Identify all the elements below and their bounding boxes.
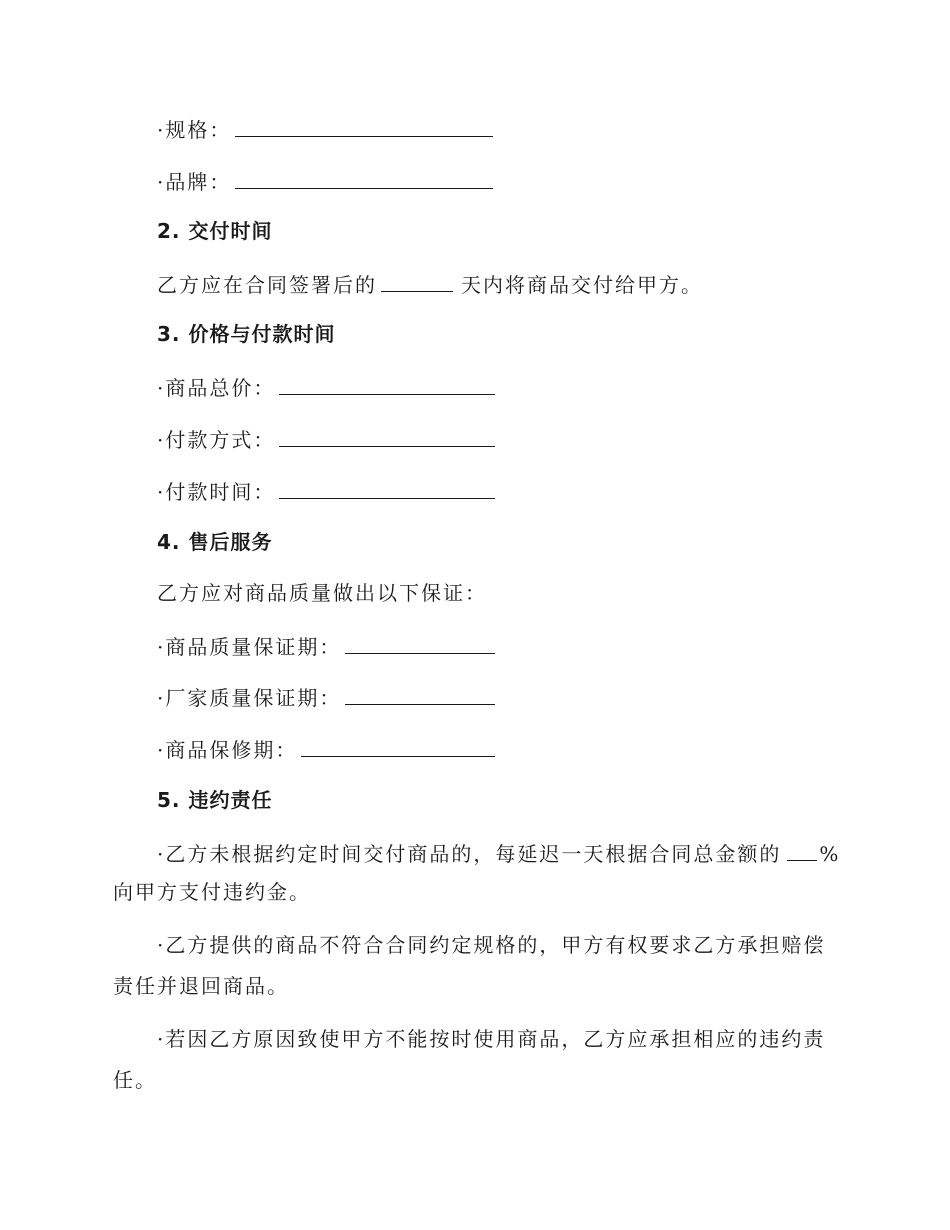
- liability-item2-line1: ·乙方提供的商品不符合合同约定规格的，甲方有权要求乙方承担赔偿: [157, 933, 826, 957]
- delivery-text-after: 天内将商品交付给甲方。: [461, 273, 703, 297]
- liability-item3-line1: ·若因乙方原因致使甲方不能按时使用商品，乙方应承担相应的违约责: [157, 1027, 826, 1051]
- warranty-period-blank: [301, 734, 495, 757]
- delivery-days-blank: [381, 269, 453, 292]
- liability-item1-text: ·乙方未根据约定时间交付商品的，每延迟一天根据合同总金额的: [157, 842, 782, 866]
- liability-item1-line1: [157, 838, 840, 868]
- liability-heading: 5. 违约责任: [157, 788, 273, 812]
- penalty-rate-blank: [787, 838, 817, 861]
- payment-time-label: ·付款时间：: [157, 480, 276, 504]
- brand-blank: [235, 166, 493, 189]
- after-sales-intro: 乙方应对商品质量做出以下保证：: [157, 581, 487, 605]
- brand-field: [157, 166, 493, 196]
- brand-label: ·品牌：: [157, 170, 232, 194]
- liability-item1-line2: 向甲方支付违约金。: [113, 880, 311, 904]
- after-sales-heading: 4. 售后服务: [157, 530, 273, 554]
- payment-method-blank: [279, 424, 495, 447]
- manufacturer-period-label: ·厂家质量保证期：: [157, 686, 342, 710]
- spec-field: [157, 114, 493, 144]
- percent-sign: %: [819, 842, 841, 866]
- payment-time-field: [157, 476, 495, 506]
- total-price-field: [157, 372, 495, 402]
- price-heading: 3. 价格与付款时间: [157, 322, 336, 346]
- payment-method-field: [157, 424, 495, 454]
- manufacturer-period-blank: [345, 682, 495, 705]
- delivery-heading: 2. 交付时间: [157, 219, 273, 243]
- delivery-text: [157, 269, 703, 299]
- warranty-period-field: [157, 734, 495, 764]
- manufacturer-period-field: [157, 682, 495, 712]
- quality-period-field: [157, 631, 495, 661]
- total-price-blank: [279, 372, 495, 395]
- spec-blank: [235, 114, 493, 137]
- quality-period-blank: [345, 631, 495, 654]
- liability-item3-line2: 任。: [113, 1068, 157, 1092]
- total-price-label: ·商品总价：: [157, 376, 276, 400]
- quality-period-label: ·商品质量保证期：: [157, 635, 342, 659]
- spec-label: ·规格：: [157, 118, 232, 142]
- payment-method-label: ·付款方式：: [157, 428, 276, 452]
- warranty-period-label: ·商品保修期：: [157, 738, 298, 762]
- delivery-text-before: 乙方应在合同签署后的: [157, 273, 377, 297]
- liability-item2-line2: 责任并退回商品。: [113, 974, 289, 998]
- payment-time-blank: [279, 476, 495, 499]
